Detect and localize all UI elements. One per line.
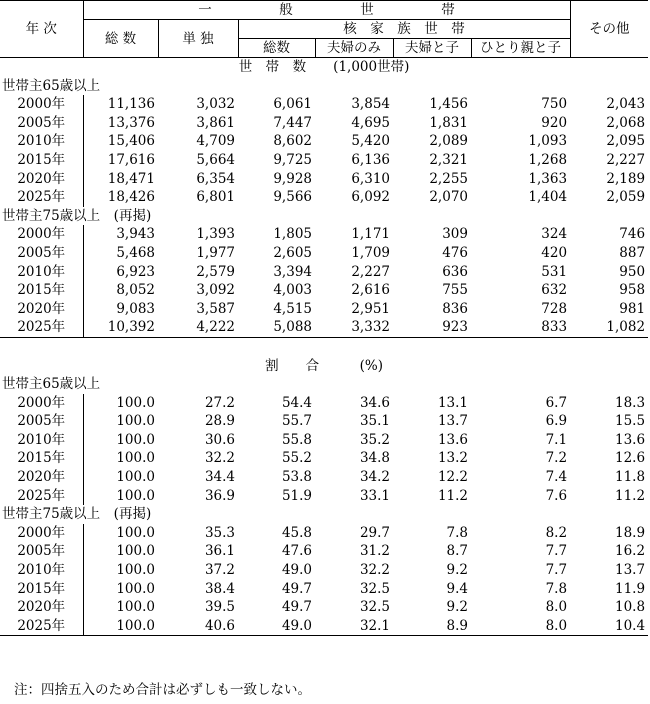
cell-value: 45.8 [281, 524, 312, 541]
cell-value: 100.0 [83, 542, 158, 561]
cell-value: 1,268 [528, 151, 568, 168]
table-row [0, 617, 648, 636]
cell-value: 7.4 [545, 469, 568, 486]
cell-value: 2,070 [429, 189, 468, 206]
cell-value: 33.1 [359, 487, 390, 504]
cell-value: 10,392 [83, 318, 158, 337]
cell-value: 833 [471, 318, 570, 337]
cell-value: 2,095 [606, 133, 646, 150]
cell-value: 36.1 [204, 543, 235, 560]
cell-value: 9,566 [273, 189, 312, 206]
cell-value: 37.2 [204, 562, 235, 579]
cell-value: 31.2 [359, 543, 390, 560]
cell-value: 1,456 [429, 96, 468, 113]
cell-value: 5,420 [351, 133, 390, 150]
cell-value: 6,923 [83, 263, 158, 282]
cell-value: 5,468 [83, 244, 158, 263]
cell-value: 6,061 [273, 96, 312, 113]
cell-value: 100.0 [83, 412, 158, 431]
header-year: 年 次 [0, 1, 83, 58]
row-year: 2025年 [17, 189, 66, 206]
cell-value: 13.2 [437, 450, 468, 467]
cell-value: 2,059 [606, 189, 646, 206]
cell-value: 958 [619, 282, 646, 299]
cell-value: 2,043 [606, 96, 646, 113]
cell-value: 6,092 [351, 189, 390, 206]
cell-value: 4,709 [196, 133, 235, 150]
cell-value: 950 [619, 263, 646, 280]
cell-value: 15,406 [83, 132, 158, 151]
row-year: 2015年 [17, 450, 66, 467]
section-title-ratio: 割 合 (%) [265, 357, 383, 374]
row-year: 2000年 [17, 96, 66, 113]
cell-value: 9.2 [446, 599, 468, 616]
cell-value: 11.2 [437, 487, 468, 504]
cell-value: 49.0 [238, 617, 315, 636]
table-row [0, 412, 648, 431]
cell-value: 8.0 [471, 617, 570, 636]
cell-value: 923 [393, 318, 471, 337]
cell-value: 2,189 [606, 170, 646, 187]
row-year: 2020年 [17, 599, 66, 616]
cell-value: 3,854 [351, 96, 390, 113]
cell-value: 11.2 [615, 487, 646, 504]
row-year: 2020年 [17, 170, 66, 187]
cell-value: 32.5 [359, 599, 390, 616]
row-year: 2005年 [17, 543, 66, 560]
cell-value: 3,943 [83, 225, 158, 244]
cell-value: 13.6 [615, 431, 646, 448]
group-label-75-ratio: 世帯主75歳以上 (再掲) [2, 506, 152, 523]
cell-value: 38.4 [204, 580, 235, 597]
cell-value: 8.2 [545, 524, 568, 541]
cell-value: 35.3 [204, 524, 235, 541]
table-row [0, 487, 648, 506]
cell-value: 55.7 [281, 413, 312, 430]
cell-value: 18.3 [615, 394, 646, 411]
row-year: 2000年 [17, 226, 66, 243]
cell-value: 887 [619, 244, 646, 261]
row-year: 2015年 [17, 282, 66, 299]
cell-value: 13.7 [615, 562, 646, 579]
table-row [0, 95, 648, 114]
cell-value: 54.4 [281, 394, 312, 411]
cell-value: 2,227 [351, 263, 390, 280]
cell-value: 34.4 [204, 469, 235, 486]
cell-value: 13.6 [437, 431, 468, 448]
table-row [0, 244, 648, 263]
row-year: 2010年 [17, 133, 66, 150]
cell-value: 7,447 [273, 114, 312, 131]
cell-value: 34.2 [359, 469, 390, 486]
cell-value: 3,092 [196, 282, 235, 299]
header-couple-only: 夫婦のみ [315, 39, 393, 58]
cell-value: 4,003 [273, 282, 312, 299]
cell-value: 1,171 [351, 226, 390, 243]
cell-value: 5,088 [238, 318, 315, 337]
row-year: 2005年 [17, 114, 66, 131]
cell-value: 12.6 [615, 450, 646, 467]
cell-value: 35.1 [359, 413, 390, 430]
cell-value: 9.4 [446, 580, 468, 597]
cell-value: 100.0 [83, 487, 158, 506]
cell-value: 3,332 [315, 318, 393, 337]
cell-value: 11,136 [83, 95, 158, 114]
row-year: 2020年 [17, 300, 66, 317]
cell-value: 7.1 [545, 431, 568, 448]
cell-value: 9,083 [83, 300, 158, 319]
cell-value: 1,093 [528, 133, 568, 150]
header-nuclear-family: 核 家 族 世 帯 [238, 20, 570, 39]
cell-value: 39.5 [204, 599, 235, 616]
table-row [0, 300, 648, 319]
cell-value: 6.7 [545, 394, 568, 411]
cell-value: 8.0 [545, 599, 568, 616]
cell-value: 10.4 [570, 617, 648, 636]
cell-value: 53.8 [281, 469, 312, 486]
cell-value: 32.5 [359, 580, 390, 597]
section-title-counts: 世 帯 数 (1,000世帯) [238, 59, 410, 75]
cell-value: 55.8 [281, 431, 312, 448]
cell-value: 13,376 [83, 114, 158, 133]
cell-value: 32.2 [359, 562, 390, 579]
cell-value: 836 [442, 300, 468, 317]
cell-value: 981 [619, 300, 646, 317]
group-label-65: 世帯主65歳以上 [2, 77, 101, 94]
cell-value: 16.2 [615, 543, 646, 560]
cell-value: 1,393 [196, 226, 235, 243]
cell-value: 100.0 [83, 598, 158, 617]
cell-value: 324 [541, 226, 568, 243]
row-year: 2005年 [17, 244, 66, 261]
table-row [0, 431, 648, 450]
cell-value: 29.7 [359, 524, 390, 541]
row-year: 2000年 [17, 394, 66, 411]
cell-value: 2,068 [606, 114, 646, 131]
cell-value: 420 [541, 244, 568, 261]
cell-value: 100.0 [83, 617, 158, 636]
table-row [0, 580, 648, 599]
table-row [0, 170, 648, 189]
cell-value: 2,605 [273, 244, 312, 261]
cell-value: 9,725 [273, 151, 312, 168]
cell-value: 746 [619, 226, 646, 243]
cell-value: 28.9 [204, 413, 235, 430]
header-total: 総 数 [83, 20, 158, 58]
header-single-parent: ひとり親と子 [471, 39, 570, 58]
header-couple-children: 夫婦と子 [393, 39, 471, 58]
cell-value: 13.7 [437, 413, 468, 430]
cell-value: 9,928 [273, 170, 312, 187]
header-other: その他 [570, 1, 648, 58]
cell-value: 47.6 [281, 543, 312, 560]
cell-value: 100.0 [83, 524, 158, 543]
cell-value: 27.2 [204, 394, 235, 411]
cell-value: 18.9 [615, 524, 646, 541]
row-year: 2010年 [17, 263, 66, 280]
cell-value: 632 [541, 282, 568, 299]
cell-value: 920 [541, 114, 568, 131]
group-label-65-ratio: 世帯主65歳以上 [2, 376, 101, 393]
table-row [0, 132, 648, 151]
cell-value: 7.6 [545, 487, 568, 504]
row-year: 2025年 [0, 617, 83, 636]
cell-value: 7.8 [446, 524, 468, 541]
cell-value: 1,709 [351, 244, 390, 261]
table-row [0, 188, 648, 207]
cell-value: 4,222 [158, 318, 238, 337]
cell-value: 6.9 [545, 413, 568, 430]
cell-value: 55.2 [281, 450, 312, 467]
table-row [0, 225, 648, 244]
row-year: 2010年 [17, 562, 66, 579]
cell-value: 35.2 [359, 431, 390, 448]
cell-value: 636 [442, 263, 468, 280]
cell-value: 5,664 [196, 151, 235, 168]
cell-value: 49.7 [281, 580, 312, 597]
row-year: 2025年 [17, 487, 66, 504]
cell-value: 100.0 [83, 580, 158, 599]
table-row [0, 449, 648, 468]
table-row [0, 598, 648, 617]
cell-value: 32.1 [315, 617, 393, 636]
table-row [0, 394, 648, 413]
cell-value: 8,602 [273, 133, 312, 150]
table-row [0, 114, 648, 133]
cell-value: 51.9 [281, 487, 312, 504]
cell-value: 11.8 [615, 469, 646, 486]
cell-value: 728 [541, 300, 568, 317]
cell-value: 4,515 [273, 300, 312, 317]
table-row [0, 281, 648, 300]
cell-value: 1,977 [196, 244, 235, 261]
cell-value: 2,089 [429, 133, 468, 150]
row-year: 2020年 [17, 469, 66, 486]
cell-value: 40.6 [158, 617, 238, 636]
cell-value: 2,255 [429, 170, 468, 187]
cell-value: 2,227 [606, 151, 646, 168]
cell-value: 30.6 [204, 431, 235, 448]
row-year: 2005年 [17, 413, 66, 430]
cell-value: 1,805 [273, 226, 312, 243]
cell-value: 100.0 [83, 468, 158, 487]
cell-value: 6,354 [196, 170, 235, 187]
cell-value: 15.5 [615, 413, 646, 430]
table-row [0, 151, 648, 170]
header-nuclear-total: 総数 [238, 39, 315, 58]
cell-value: 100.0 [83, 431, 158, 450]
cell-value: 13.1 [437, 394, 468, 411]
cell-value: 18,426 [83, 188, 158, 207]
cell-value: 34.6 [359, 394, 390, 411]
cell-value: 100.0 [83, 561, 158, 580]
cell-value: 3,587 [196, 300, 235, 317]
row-year: 2010年 [17, 431, 66, 448]
cell-value: 3,861 [196, 114, 235, 131]
cell-value: 1,082 [570, 318, 648, 337]
cell-value: 100.0 [83, 394, 158, 413]
row-year: 2015年 [17, 580, 66, 597]
row-year: 2000年 [17, 524, 66, 541]
cell-value: 2,616 [351, 282, 390, 299]
cell-value: 3,032 [196, 96, 235, 113]
footnote: 注：四捨五入のため合計は必ずしも一致しない。 [14, 682, 311, 698]
cell-value: 2,321 [429, 151, 468, 168]
cell-value: 6,310 [351, 170, 390, 187]
cell-value: 3,394 [273, 263, 312, 280]
cell-value: 2,579 [196, 263, 235, 280]
cell-value: 7.7 [545, 543, 568, 560]
cell-value: 18,471 [83, 170, 158, 189]
cell-value: 6,801 [196, 189, 235, 206]
cell-value: 531 [541, 263, 568, 280]
table-row [0, 468, 648, 487]
cell-value: 7.7 [545, 562, 568, 579]
row-year: 2015年 [17, 151, 66, 168]
cell-value: 4,695 [351, 114, 390, 131]
cell-value: 12.2 [437, 469, 468, 486]
cell-value: 7.2 [545, 450, 568, 467]
cell-value: 8.7 [446, 543, 468, 560]
cell-value: 755 [442, 282, 468, 299]
header-general-households: 一 般 世 帯 [83, 1, 570, 20]
cell-value: 11.9 [615, 580, 646, 597]
spacer-row [0, 337, 648, 356]
cell-value: 9.2 [446, 562, 468, 579]
cell-value: 309 [442, 226, 468, 243]
cell-value: 6,136 [351, 151, 390, 168]
cell-value: 750 [541, 96, 568, 113]
cell-value: 100.0 [83, 449, 158, 468]
cell-value: 10.8 [615, 599, 646, 616]
table-row [0, 263, 648, 282]
group-label-75: 世帯主75歳以上 (再掲) [2, 207, 152, 224]
cell-value: 7.8 [545, 580, 568, 597]
cell-value: 476 [442, 244, 468, 261]
cell-value: 49.7 [281, 599, 312, 616]
cell-value: 1,363 [528, 170, 568, 187]
cell-value: 8,052 [83, 281, 158, 300]
table-row [0, 561, 648, 580]
table-row [0, 524, 648, 543]
row-year: 2025年 [0, 318, 83, 337]
cell-value: 49.0 [281, 562, 312, 579]
cell-value: 1,831 [429, 114, 468, 131]
cell-value: 32.2 [204, 450, 235, 467]
cell-value: 8.9 [393, 617, 471, 636]
header-single: 単 独 [158, 20, 238, 58]
cell-value: 17,616 [83, 151, 158, 170]
cell-value: 34.8 [359, 450, 390, 467]
cell-value: 36.9 [204, 487, 235, 504]
cell-value: 2,951 [351, 300, 390, 317]
table-row [0, 318, 648, 337]
table-row [0, 542, 648, 561]
cell-value: 1,404 [528, 189, 568, 206]
